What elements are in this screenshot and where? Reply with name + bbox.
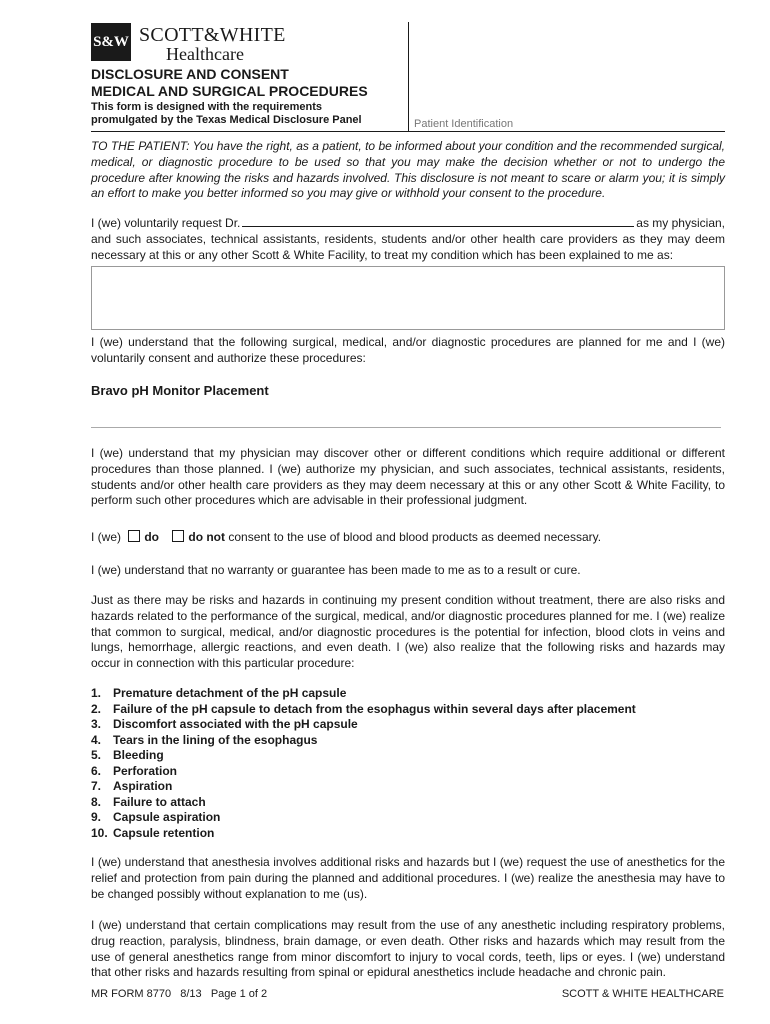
- form-title-line1: DISCLOSURE AND CONSENT: [91, 66, 289, 82]
- list-item: 1. Premature detachment of the pH capsule: [91, 686, 347, 700]
- form-subtitle-line2: promulgated by the Texas Medical Disclosure Panel: [91, 114, 362, 126]
- physician-request: [91, 215, 725, 263]
- brand-name: SCOTT&WHITE: [139, 24, 286, 46]
- form-title: [91, 66, 401, 100]
- list-item: 9. Capsule aspiration: [91, 810, 221, 824]
- logo: [91, 23, 131, 61]
- procedure-name: Bravo pH Monitor Placement: [91, 383, 269, 398]
- blood-consent: [91, 530, 725, 546]
- logo-text: S&W: [93, 34, 129, 50]
- list-item: 7. Aspiration: [91, 779, 173, 793]
- form-id: MR FORM 8770 8/13 Page 1 of 2: [91, 988, 268, 1000]
- complications-paragraph: I (we) understand that certain complications may result from the use of any anesthetic including respiratory problems, drug reaction, paralysis, blindness, brain damage, or even death. Other risks and hazards which may result from the use of general anesthetics range from minor discomfort to injury to vocal cords, teeth, lips or eyes. I (we) understand that other risks and hazards resulting from spinal or epidural anesthetics include headache and chronic pain.: [91, 918, 725, 980]
- other-conditions-paragraph: I (we) understand that my physician may discover other or different conditions which require additional or different procedures than those planned. I (we) authorize my physician, and such associates, technical assistants, residents, students and/or other health care providers as they may deem necessary at this or any other Scott & White Facility, to perform such other procedures which are advisable in their professional judgment.: [91, 446, 725, 508]
- patient-identification-label: Patient Identification: [414, 118, 514, 130]
- list-item: 10. Capsule retention: [91, 825, 215, 840]
- risk-list: [91, 686, 636, 841]
- form-subtitle-line1: This form is designed with the requirements: [91, 101, 323, 113]
- form-subtitle: [91, 101, 401, 127]
- condition-explanation-field[interactable]: [91, 266, 725, 330]
- form-title-line2: MEDICAL AND SURGICAL PROCEDURES: [91, 83, 368, 99]
- header-rule: [91, 131, 725, 132]
- anesthesia-paragraph: I (we) understand that anesthesia involves additional risks and hazards but I (we) request the use of anesthetics for the relief and protection from pain during the planned and additional procedures. I (we) realize the anesthesia may have to be changed possibly without explanation to me (us).: [91, 855, 725, 901]
- list-item: 8. Failure to attach: [91, 794, 206, 809]
- header-divider: [408, 22, 409, 132]
- footer-org: SCOTT & WHITE HEALTHCARE: [561, 988, 724, 1000]
- request-prefix: I (we) voluntarily request Dr.: [91, 216, 241, 230]
- list-item: 3. Discomfort associated with the pH capsule: [91, 717, 358, 731]
- list-item: 6. Perforation: [91, 763, 178, 778]
- do-label: do: [144, 530, 160, 544]
- blood-suffix: consent to the use of blood and blood products as deemed necessary.: [228, 530, 602, 544]
- list-item: 4. Tears in the lining of the esophagus: [91, 732, 318, 747]
- intro-paragraph: TO THE PATIENT: You have the right, as a patient, to be informed about your condition and the recommended surgical, medical, or diagnostic procedure to be used so that you may make the decision whether or not to undergo the procedure after knowing the risks and hazards involved. This disclosure is not meant to scare or alarm you; it is simply an effort to make you better informed so you may give or withhold your consent to the procedure.: [91, 139, 725, 201]
- request-rest: and such associates, technical assistants, residents, students and/or other health care providers as they may deem necessary at this or any other Scott & White Facility, to treat my condition which has been explained to me as:: [91, 231, 725, 262]
- list-item: 5. Bleeding: [91, 748, 164, 762]
- request-suffix: as my physician,: [636, 216, 725, 230]
- planned-procedures-paragraph: I (we) understand that the following surgical, medical, and/or diagnostic procedures are planned for me and I (we) voluntarily consent and authorize these procedures:: [91, 335, 725, 365]
- do-checkbox[interactable]: [128, 530, 140, 542]
- do-not-checkbox[interactable]: [172, 530, 184, 542]
- list-item: 2. Failure of the pH capsule to detach from the esophagus within several days after placement: [91, 701, 636, 716]
- physician-name-field[interactable]: [242, 215, 634, 227]
- procedure-line: [91, 427, 721, 428]
- brand-subtitle: Healthcare: [166, 44, 244, 64]
- blood-prefix: I (we): [91, 530, 121, 544]
- warranty-paragraph: I (we) understand that no warranty or guarantee has been made to me as to a result or cure.: [91, 563, 581, 577]
- risks-intro-paragraph: Just as there may be risks and hazards in continuing my present condition without treatment, there are also risks and hazards related to the performance of the surgical, medical, and/or diagnostic procedures planned for me. I (we) realize that common to surgical, medical, and/or diagnostic procedures is the potential for infection, blood clots in veins and lungs, hemorrhage, allergic reactions, and even death. I (we) also realize that the following risks and hazards may occur in connection with this particular procedure:: [91, 593, 725, 671]
- do-not-label: do not: [188, 530, 226, 544]
